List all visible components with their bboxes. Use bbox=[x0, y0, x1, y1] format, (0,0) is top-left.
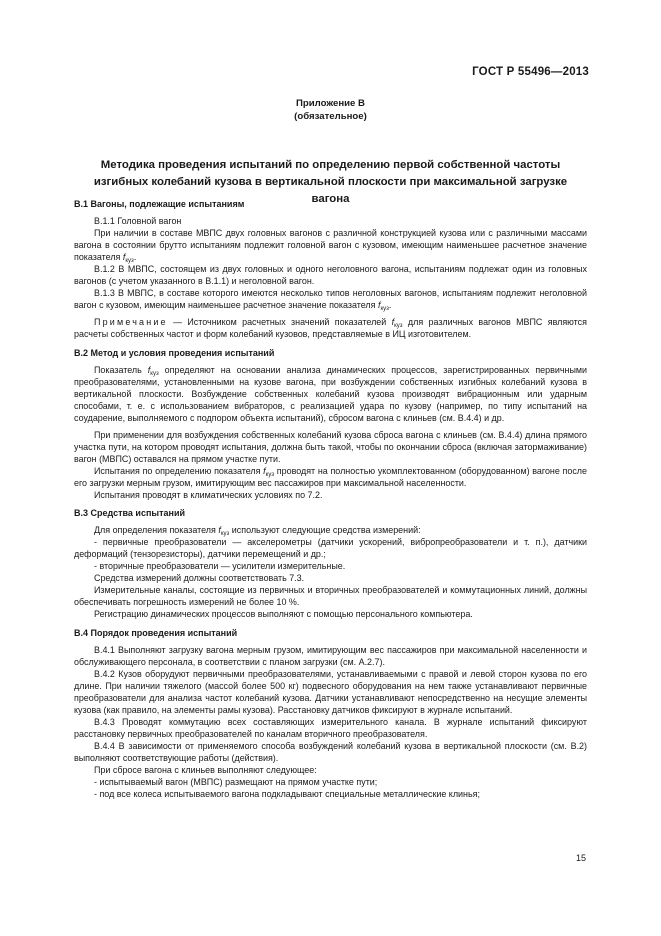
standard-number: ГОСТ Р 55496—2013 bbox=[472, 66, 589, 78]
paragraph: Регистрацию динамических процессов выполняют с помощью персонального компьютера. bbox=[94, 609, 473, 620]
paragraph: Испытания по определению показателя $f_{куз}$ проводят на полностью укомплектованном (оборудованном) вагоне после его загрузки мерным грузом, имитирующим вес пассажиров при максимальной населенности. bbox=[74, 465, 587, 488]
paragraph: Показатель $f_{куз}$ определяют на основании анализа динамических процессов, зарегистрированных первичными преобразователями, установленными на кузове вагона, при возбуждении собственных изгибных колебаний кузова в вертикальной плоскости. Возбуждение собственных колебаний кузова производят вибрационным или ударным способами, т. е. с использованием вибраторов, с реализацией удара по кузову (например, по типу испытаний на соударение, выполняемого с подпором объекта испытаний), сбросом вагона с клиньев (см. В.4.4) и др. bbox=[74, 364, 588, 423]
section-heading-b3: В.3 Средства испытаний bbox=[74, 508, 186, 519]
paragraph: В.1.3 В МВПС, в составе которого имеются несколько типов неголовных вагонов, испытаниям подлежит неголовной вагон с кузовом, имеющим наименьшее расчетное значение показателя $f_{куз}$. bbox=[74, 288, 587, 313]
paragraph: В.4.2 Кузов оборудуют первичными преобразователями, устанавливаемыми с правой и левой сторон кузова по его длине. При наличии тяжелого (массой более 500 кг) подвесного оборудования на нем также устанавливают первичные преобразователи для анализа частот колебаний кузова. Датчики устанавливают непосредственно на несущие элементы кузова (как правило, на элементы рамы кузова). Расстановку датчиков фиксируют в журнале испытаний. bbox=[74, 668, 587, 715]
paragraph: В.4.4 В зависимости от применяемого способа возбуждений колебаний кузова в вертикальной плоскости (см. В.2) выполняют соответствующие работы (действия). bbox=[74, 740, 587, 763]
paragraph: Средства измерений должны соответствовать 7.3. bbox=[94, 573, 305, 584]
paragraph: В.4.1 Выполняют загрузку вагона мерным грузом, имитирующим вес пассажиров при максимальной населенности и обслуживающего персонала, в соответствии с планом загрузки (см. А.2.7). bbox=[74, 644, 587, 667]
list-item: - первичные преобразователи — акселерометры (датчики ускорений, вибропреобразователи и т. п.), датчики деформаций (тензорезисторы), датчики перемещений и др.; bbox=[74, 537, 587, 560]
document-title: Методика проведения испытаний по определению первой собственной частоты изгибных колебаний кузова в вертикальной плоскости при максимальной загрузке вагона bbox=[93, 159, 568, 205]
paragraph: Для определения показателя $f_{куз}$ используют следующие средства измерений: bbox=[94, 525, 421, 538]
paragraph: Испытания проводят в климатических условиях по 7.2. bbox=[94, 490, 323, 501]
list-item: - под все колеса испытываемого вагона подкладывают специальные металлические клинья; bbox=[94, 789, 480, 800]
appendix-title: Приложение В bbox=[296, 98, 365, 109]
paragraph: В.4.3 Проводят коммутацию всех составляющих измерительного канала. В журнале испытаний фиксируют расстановку первичных преобразователей по каналам вторичного преобразователя. bbox=[74, 716, 587, 739]
section-heading-b4: В.4 Порядок проведения испытаний bbox=[74, 627, 238, 638]
paragraph: При применении для возбуждения собственных колебаний кузова сброса вагона с клиньев (см. В.4.4) длина прямого участка пути, на котором проводят испытания, должна быть такой, чтобы по окончании сброса (включая затормаживание) вагон (МВПС) оставался на прямом участке пути. bbox=[74, 429, 587, 464]
paragraph: При наличии в составе МВПС двух головных вагонов с различной конструкцией кузова или с различными массами вагона в состоянии брутто испытаниям подлежит головной вагон с кузовом, имеющим наименьшее расчетное значение показателя $f_{куз}$. bbox=[74, 228, 587, 265]
appendix-heading bbox=[0, 97, 661, 123]
list-item: - вторичные преобразователи — усилители измерительные. bbox=[94, 561, 346, 572]
section-heading-b2: В.2 Метод и условия проведения испытаний bbox=[74, 347, 275, 358]
section-heading-b1: В.1 Вагоны, подлежащие испытаниям bbox=[74, 199, 245, 209]
note-paragraph: Примечание — Источником расчетных значений показателей $f_{куз}$ для различных вагонов МВПС являются расчеты собственных частот и форм колебаний кузовов, представляемые в ИЦ изготовителем. bbox=[74, 317, 587, 340]
subsection-b1-1: В.1.1 Головной вагон bbox=[94, 216, 182, 227]
paragraph: В.1.2 В МВПС, состоящем из двух головных и одного неголовного вагона, испытаниям подлежат один из головных вагонов (с учетом указанного в В.1.1) и неголовной вагон. bbox=[74, 264, 587, 287]
appendix-status: (обязательное) bbox=[294, 111, 367, 122]
list-item: - испытываемый вагон (МВПС) размещают на прямом участке пути; bbox=[94, 777, 378, 788]
paragraph: Измерительные каналы, состоящие из первичных и вторичных преобразователей и коммутационных линий, должны обеспечивать погрешность измерений не более 10 %. bbox=[74, 585, 587, 608]
paragraph: При сбросе вагона с клиньев выполняют следующее: bbox=[94, 765, 317, 776]
page-number: 15 bbox=[575, 853, 586, 863]
document-body bbox=[74, 198, 587, 800]
